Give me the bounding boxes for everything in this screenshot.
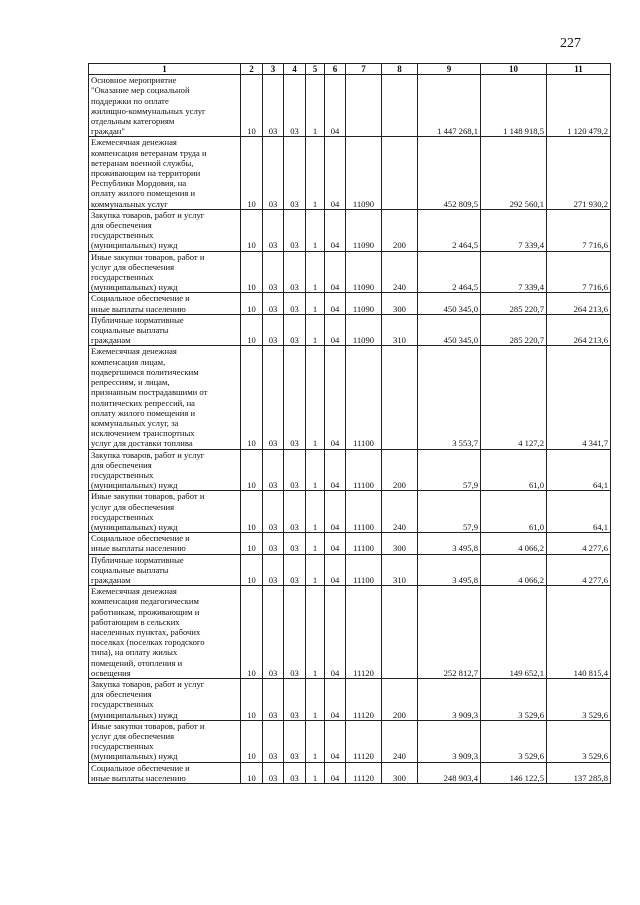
table-row	[89, 449, 611, 491]
code-section: 10	[241, 586, 263, 679]
code-direction: 11120	[346, 586, 382, 679]
amount-year-3: 4 277,6	[547, 533, 611, 554]
code-expense-type: 200	[382, 209, 418, 251]
code-direction: 11120	[346, 678, 382, 720]
code-subsection: 03	[263, 251, 284, 293]
code-subsection: 03	[263, 137, 284, 209]
code-subprogram: 1	[306, 554, 325, 586]
code-program: 03	[284, 75, 306, 137]
code-program: 03	[284, 586, 306, 679]
code-program: 03	[284, 314, 306, 346]
table-row	[89, 75, 611, 137]
code-direction: 11100	[346, 449, 382, 491]
code-expense-type	[382, 75, 418, 137]
amount-year-1: 57,9	[418, 491, 481, 533]
column-header: 1	[89, 64, 241, 75]
code-activity: 04	[325, 293, 346, 314]
amount-year-1: 3 495,8	[418, 533, 481, 554]
page-number: 227	[560, 36, 581, 51]
column-header: 8	[382, 64, 418, 75]
code-subsection: 03	[263, 554, 284, 586]
column-header: 7	[346, 64, 382, 75]
row-description: Публичные нормативные социальные выплаты гражданам	[89, 314, 241, 346]
table-row	[89, 720, 611, 762]
column-header: 3	[263, 64, 284, 75]
code-subsection: 03	[263, 293, 284, 314]
table-row	[89, 293, 611, 314]
row-description: Закупка товаров, работ и услуг для обеспечения государственных (муниципальных) нужд	[89, 449, 241, 491]
code-subsection: 03	[263, 491, 284, 533]
code-program: 03	[284, 293, 306, 314]
code-subsection: 03	[263, 449, 284, 491]
code-direction: 11090	[346, 137, 382, 209]
code-direction: 11090	[346, 293, 382, 314]
code-subprogram: 1	[306, 137, 325, 209]
row-description: Ежемесячная денежная компенсация лицам, подвергшимся политическим репрессиям, и лицам, признанным пострадавшими от политических репрессий, на оплату жилого помещения и коммунальных услуг, за исключением транспортных услуг для доставки топлива	[89, 346, 241, 449]
amount-year-2: 149 652,1	[481, 586, 547, 679]
column-header: 9	[418, 64, 481, 75]
code-program: 03	[284, 762, 306, 783]
table-header-row	[89, 64, 611, 75]
code-program: 03	[284, 251, 306, 293]
code-activity: 04	[325, 586, 346, 679]
code-program: 03	[284, 209, 306, 251]
code-expense-type: 310	[382, 554, 418, 586]
code-section: 10	[241, 533, 263, 554]
amount-year-2: 4 127,2	[481, 346, 547, 449]
code-section: 10	[241, 678, 263, 720]
code-subsection: 03	[263, 678, 284, 720]
code-activity: 04	[325, 346, 346, 449]
code-section: 10	[241, 251, 263, 293]
code-activity: 04	[325, 137, 346, 209]
code-expense-type: 240	[382, 251, 418, 293]
code-expense-type: 300	[382, 762, 418, 783]
row-description: Социальное обеспечение и иные выплаты населению	[89, 293, 241, 314]
row-description: Социальное обеспечение и иные выплаты населению	[89, 762, 241, 783]
code-section: 10	[241, 137, 263, 209]
row-description: Иные закупки товаров, работ и услуг для обеспечения государственных (муниципальных) нужд	[89, 491, 241, 533]
code-program: 03	[284, 678, 306, 720]
amount-year-1: 452 809,5	[418, 137, 481, 209]
code-direction: 11090	[346, 314, 382, 346]
code-section: 10	[241, 491, 263, 533]
code-activity: 04	[325, 554, 346, 586]
amount-year-2: 3 529,6	[481, 678, 547, 720]
code-expense-type	[382, 346, 418, 449]
amount-year-2: 61,0	[481, 491, 547, 533]
row-description: Закупка товаров, работ и услуг для обеспечения государственных (муниципальных) нужд	[89, 209, 241, 251]
code-section: 10	[241, 554, 263, 586]
code-expense-type	[382, 586, 418, 679]
row-description: Публичные нормативные социальные выплаты гражданам	[89, 554, 241, 586]
code-direction: 11090	[346, 251, 382, 293]
code-subsection: 03	[263, 346, 284, 449]
amount-year-3: 271 930,2	[547, 137, 611, 209]
code-program: 03	[284, 346, 306, 449]
code-activity: 04	[325, 251, 346, 293]
code-subsection: 03	[263, 720, 284, 762]
code-subprogram: 1	[306, 762, 325, 783]
amount-year-3: 3 529,6	[547, 678, 611, 720]
code-subsection: 03	[263, 762, 284, 783]
code-expense-type: 240	[382, 491, 418, 533]
code-activity: 04	[325, 762, 346, 783]
code-subprogram: 1	[306, 293, 325, 314]
amount-year-3: 3 529,6	[547, 720, 611, 762]
code-program: 03	[284, 720, 306, 762]
amount-year-1: 450 345,0	[418, 314, 481, 346]
code-direction	[346, 75, 382, 137]
amount-year-2: 285 220,7	[481, 293, 547, 314]
amount-year-3: 4 341,7	[547, 346, 611, 449]
code-subprogram: 1	[306, 75, 325, 137]
code-section: 10	[241, 209, 263, 251]
amount-year-2: 3 529,6	[481, 720, 547, 762]
code-subprogram: 1	[306, 678, 325, 720]
code-section: 10	[241, 720, 263, 762]
code-section: 10	[241, 314, 263, 346]
code-subprogram: 1	[306, 251, 325, 293]
amount-year-3: 264 213,6	[547, 293, 611, 314]
code-subprogram: 1	[306, 346, 325, 449]
table-row	[89, 533, 611, 554]
row-description: Иные закупки товаров, работ и услуг для обеспечения государственных (муниципальных) нужд	[89, 251, 241, 293]
table-row	[89, 137, 611, 209]
code-section: 10	[241, 293, 263, 314]
amount-year-1: 1 447 268,1	[418, 75, 481, 137]
table-row	[89, 251, 611, 293]
column-header: 2	[241, 64, 263, 75]
table-row	[89, 346, 611, 449]
code-subprogram: 1	[306, 449, 325, 491]
amount-year-3: 1 120 479,2	[547, 75, 611, 137]
amount-year-3: 7 716,6	[547, 209, 611, 251]
amount-year-3: 140 815,4	[547, 586, 611, 679]
amount-year-2: 4 066,2	[481, 533, 547, 554]
amount-year-1: 3 553,7	[418, 346, 481, 449]
column-header: 4	[284, 64, 306, 75]
table-row	[89, 678, 611, 720]
code-program: 03	[284, 491, 306, 533]
code-direction: 11100	[346, 533, 382, 554]
amount-year-1: 2 464,5	[418, 251, 481, 293]
amount-year-3: 64,1	[547, 449, 611, 491]
table-row	[89, 209, 611, 251]
amount-year-1: 248 903,4	[418, 762, 481, 783]
code-direction: 11090	[346, 209, 382, 251]
code-subprogram: 1	[306, 314, 325, 346]
code-program: 03	[284, 533, 306, 554]
amount-year-2: 1 148 918,5	[481, 75, 547, 137]
row-description: Иные закупки товаров, работ и услуг для обеспечения государственных (муниципальных) нужд	[89, 720, 241, 762]
code-direction: 11100	[346, 491, 382, 533]
code-subprogram: 1	[306, 491, 325, 533]
row-description: Основное мероприятие "Оказание мер социальной поддержки по оплате жилищно-коммунальных услуг отдельным категориям граждан"	[89, 75, 241, 137]
table-row	[89, 491, 611, 533]
amount-year-2: 4 066,2	[481, 554, 547, 586]
code-direction: 11120	[346, 762, 382, 783]
amount-year-2: 285 220,7	[481, 314, 547, 346]
amount-year-2: 61,0	[481, 449, 547, 491]
code-program: 03	[284, 554, 306, 586]
column-header: 6	[325, 64, 346, 75]
code-subsection: 03	[263, 586, 284, 679]
code-program: 03	[284, 449, 306, 491]
code-activity: 04	[325, 449, 346, 491]
amount-year-1: 3 909,3	[418, 678, 481, 720]
amount-year-1: 3 495,8	[418, 554, 481, 586]
code-direction: 11100	[346, 554, 382, 586]
amount-year-3: 7 716,6	[547, 251, 611, 293]
amount-year-2: 7 339,4	[481, 209, 547, 251]
row-description: Ежемесячная денежная компенсация педагогическим работникам, проживающим и работающим в сельских населенных пунктах, рабочих поселках (поселках городского типа), на оплату жилых помещений, отопления и освещения	[89, 586, 241, 679]
amount-year-2: 7 339,4	[481, 251, 547, 293]
code-section: 10	[241, 75, 263, 137]
amount-year-3: 4 277,6	[547, 554, 611, 586]
amount-year-3: 264 213,6	[547, 314, 611, 346]
code-expense-type: 300	[382, 293, 418, 314]
row-description: Закупка товаров, работ и услуг для обеспечения государственных (муниципальных) нужд	[89, 678, 241, 720]
table-row	[89, 762, 611, 783]
amount-year-1: 3 909,3	[418, 720, 481, 762]
code-activity: 04	[325, 720, 346, 762]
table-row	[89, 554, 611, 586]
code-expense-type: 310	[382, 314, 418, 346]
table-row	[89, 586, 611, 679]
code-program: 03	[284, 137, 306, 209]
code-activity: 04	[325, 491, 346, 533]
amount-year-1: 2 464,5	[418, 209, 481, 251]
code-expense-type: 200	[382, 449, 418, 491]
code-activity: 04	[325, 314, 346, 346]
amount-year-2: 146 122,5	[481, 762, 547, 783]
code-section: 10	[241, 449, 263, 491]
column-header: 11	[547, 64, 611, 75]
code-expense-type	[382, 137, 418, 209]
code-activity: 04	[325, 678, 346, 720]
code-activity: 04	[325, 533, 346, 554]
code-expense-type: 200	[382, 678, 418, 720]
code-subprogram: 1	[306, 720, 325, 762]
amount-year-3: 137 285,8	[547, 762, 611, 783]
code-subprogram: 1	[306, 533, 325, 554]
row-description: Ежемесячная денежная компенсация ветеранам труда и ветеранам военной службы, проживающим на территории Республики Мордовия, на оплату жилого помещения и коммунальных услуг	[89, 137, 241, 209]
amount-year-1: 450 345,0	[418, 293, 481, 314]
table-row	[89, 314, 611, 346]
budget-table	[88, 63, 611, 784]
code-expense-type: 240	[382, 720, 418, 762]
code-subprogram: 1	[306, 586, 325, 679]
code-activity: 04	[325, 75, 346, 137]
row-description: Социальное обеспечение и иные выплаты населению	[89, 533, 241, 554]
code-activity: 04	[325, 209, 346, 251]
code-expense-type: 300	[382, 533, 418, 554]
column-header: 10	[481, 64, 547, 75]
code-section: 10	[241, 762, 263, 783]
amount-year-2: 292 560,1	[481, 137, 547, 209]
code-subsection: 03	[263, 533, 284, 554]
code-section: 10	[241, 346, 263, 449]
amount-year-3: 64,1	[547, 491, 611, 533]
code-subprogram: 1	[306, 209, 325, 251]
amount-year-1: 57,9	[418, 449, 481, 491]
amount-year-1: 252 812,7	[418, 586, 481, 679]
code-subsection: 03	[263, 209, 284, 251]
code-subsection: 03	[263, 75, 284, 137]
code-subsection: 03	[263, 314, 284, 346]
column-header: 5	[306, 64, 325, 75]
code-direction: 11120	[346, 720, 382, 762]
code-direction: 11100	[346, 346, 382, 449]
